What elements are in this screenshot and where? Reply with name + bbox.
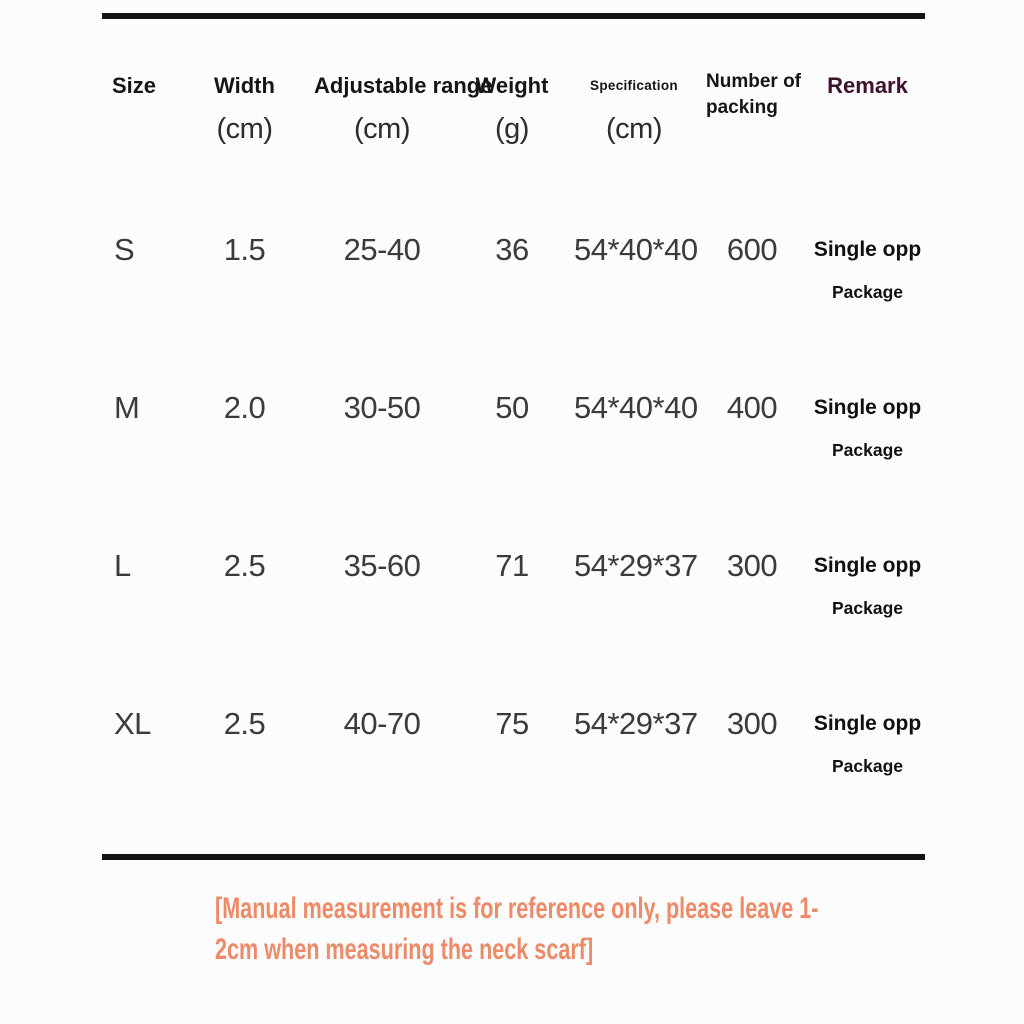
cell-adjustable-range: 35-60 — [343, 548, 421, 583]
remark-line-2: Package — [831, 756, 904, 776]
bottom-divider — [102, 854, 925, 860]
column-header-unit: (cm) — [606, 113, 662, 145]
measurement-note — [215, 888, 935, 970]
cell-remark — [810, 689, 925, 778]
column-header-label: Number of packing — [706, 71, 801, 118]
cell-adjustable-range: 40-70 — [343, 706, 421, 741]
cell-size: S — [114, 232, 135, 267]
column-header-width — [175, 55, 314, 147]
column-header-label: Specification — [590, 78, 678, 93]
remark-line-1: Single opp — [813, 554, 922, 577]
column-header-unit: (cm) — [216, 113, 273, 145]
column-header-label: Weight — [475, 73, 549, 98]
cell-adjustable-range: 25-40 — [343, 232, 421, 267]
cell-width: 2.0 — [223, 390, 266, 425]
column-header-label: Width — [214, 73, 275, 98]
remark-line-1: Single opp — [813, 238, 922, 261]
column-header-unit: (cm) — [354, 113, 410, 145]
cell-adjustable-range: 30-50 — [343, 390, 421, 425]
cell-width: 1.5 — [223, 232, 266, 267]
column-header-label: Remark — [827, 73, 908, 98]
column-header-weight — [450, 55, 574, 147]
column-header-remark — [810, 55, 925, 147]
table-header-row — [102, 55, 925, 147]
cell-width: 2.5 — [223, 548, 266, 583]
table-row-xl — [102, 689, 925, 778]
remark-line-1: Single opp — [813, 712, 922, 735]
cell-number-of-packing: 300 — [726, 706, 778, 741]
column-header-adjustable-range — [314, 55, 493, 147]
cell-specification: 54*40*40 — [574, 390, 698, 425]
measurement-note-line-1: [Manual measurement is for reference only, please leave 1- — [215, 892, 819, 925]
remark-line-1: Single opp — [813, 396, 922, 419]
column-header-unit: (g) — [495, 113, 529, 145]
cell-number-of-packing: 300 — [726, 548, 778, 583]
cell-size: M — [114, 390, 140, 425]
cell-weight: 36 — [495, 232, 529, 267]
cell-specification: 54*29*37 — [574, 548, 698, 583]
cell-remark — [810, 373, 925, 462]
column-header-specification — [574, 55, 694, 147]
cell-weight: 50 — [495, 390, 529, 425]
table-row-m — [102, 373, 925, 462]
remark-line-2: Package — [831, 440, 904, 460]
measurement-note-line-2: 2cm when measuring the neck scarf] — [215, 933, 594, 966]
cell-remark — [810, 215, 925, 304]
column-header-number-of-packing — [694, 55, 810, 147]
column-header-size — [102, 55, 175, 147]
cell-size: L — [114, 548, 131, 583]
column-header-label: Size — [112, 73, 157, 98]
cell-size: XL — [114, 706, 151, 741]
table-row-l — [102, 531, 925, 620]
cell-width: 2.5 — [223, 706, 266, 741]
cell-weight: 75 — [495, 706, 529, 741]
table-row-s — [102, 215, 925, 304]
top-divider — [102, 13, 925, 19]
remark-line-2: Package — [831, 282, 904, 302]
cell-specification: 54*29*37 — [574, 706, 698, 741]
cell-specification: 54*40*40 — [574, 232, 698, 267]
cell-weight: 71 — [495, 548, 529, 583]
cell-number-of-packing: 600 — [726, 232, 778, 267]
column-header-label: Adjustable range — [314, 73, 493, 98]
cell-number-of-packing: 400 — [726, 390, 778, 425]
cell-remark — [810, 531, 925, 620]
remark-line-2: Package — [831, 598, 904, 618]
